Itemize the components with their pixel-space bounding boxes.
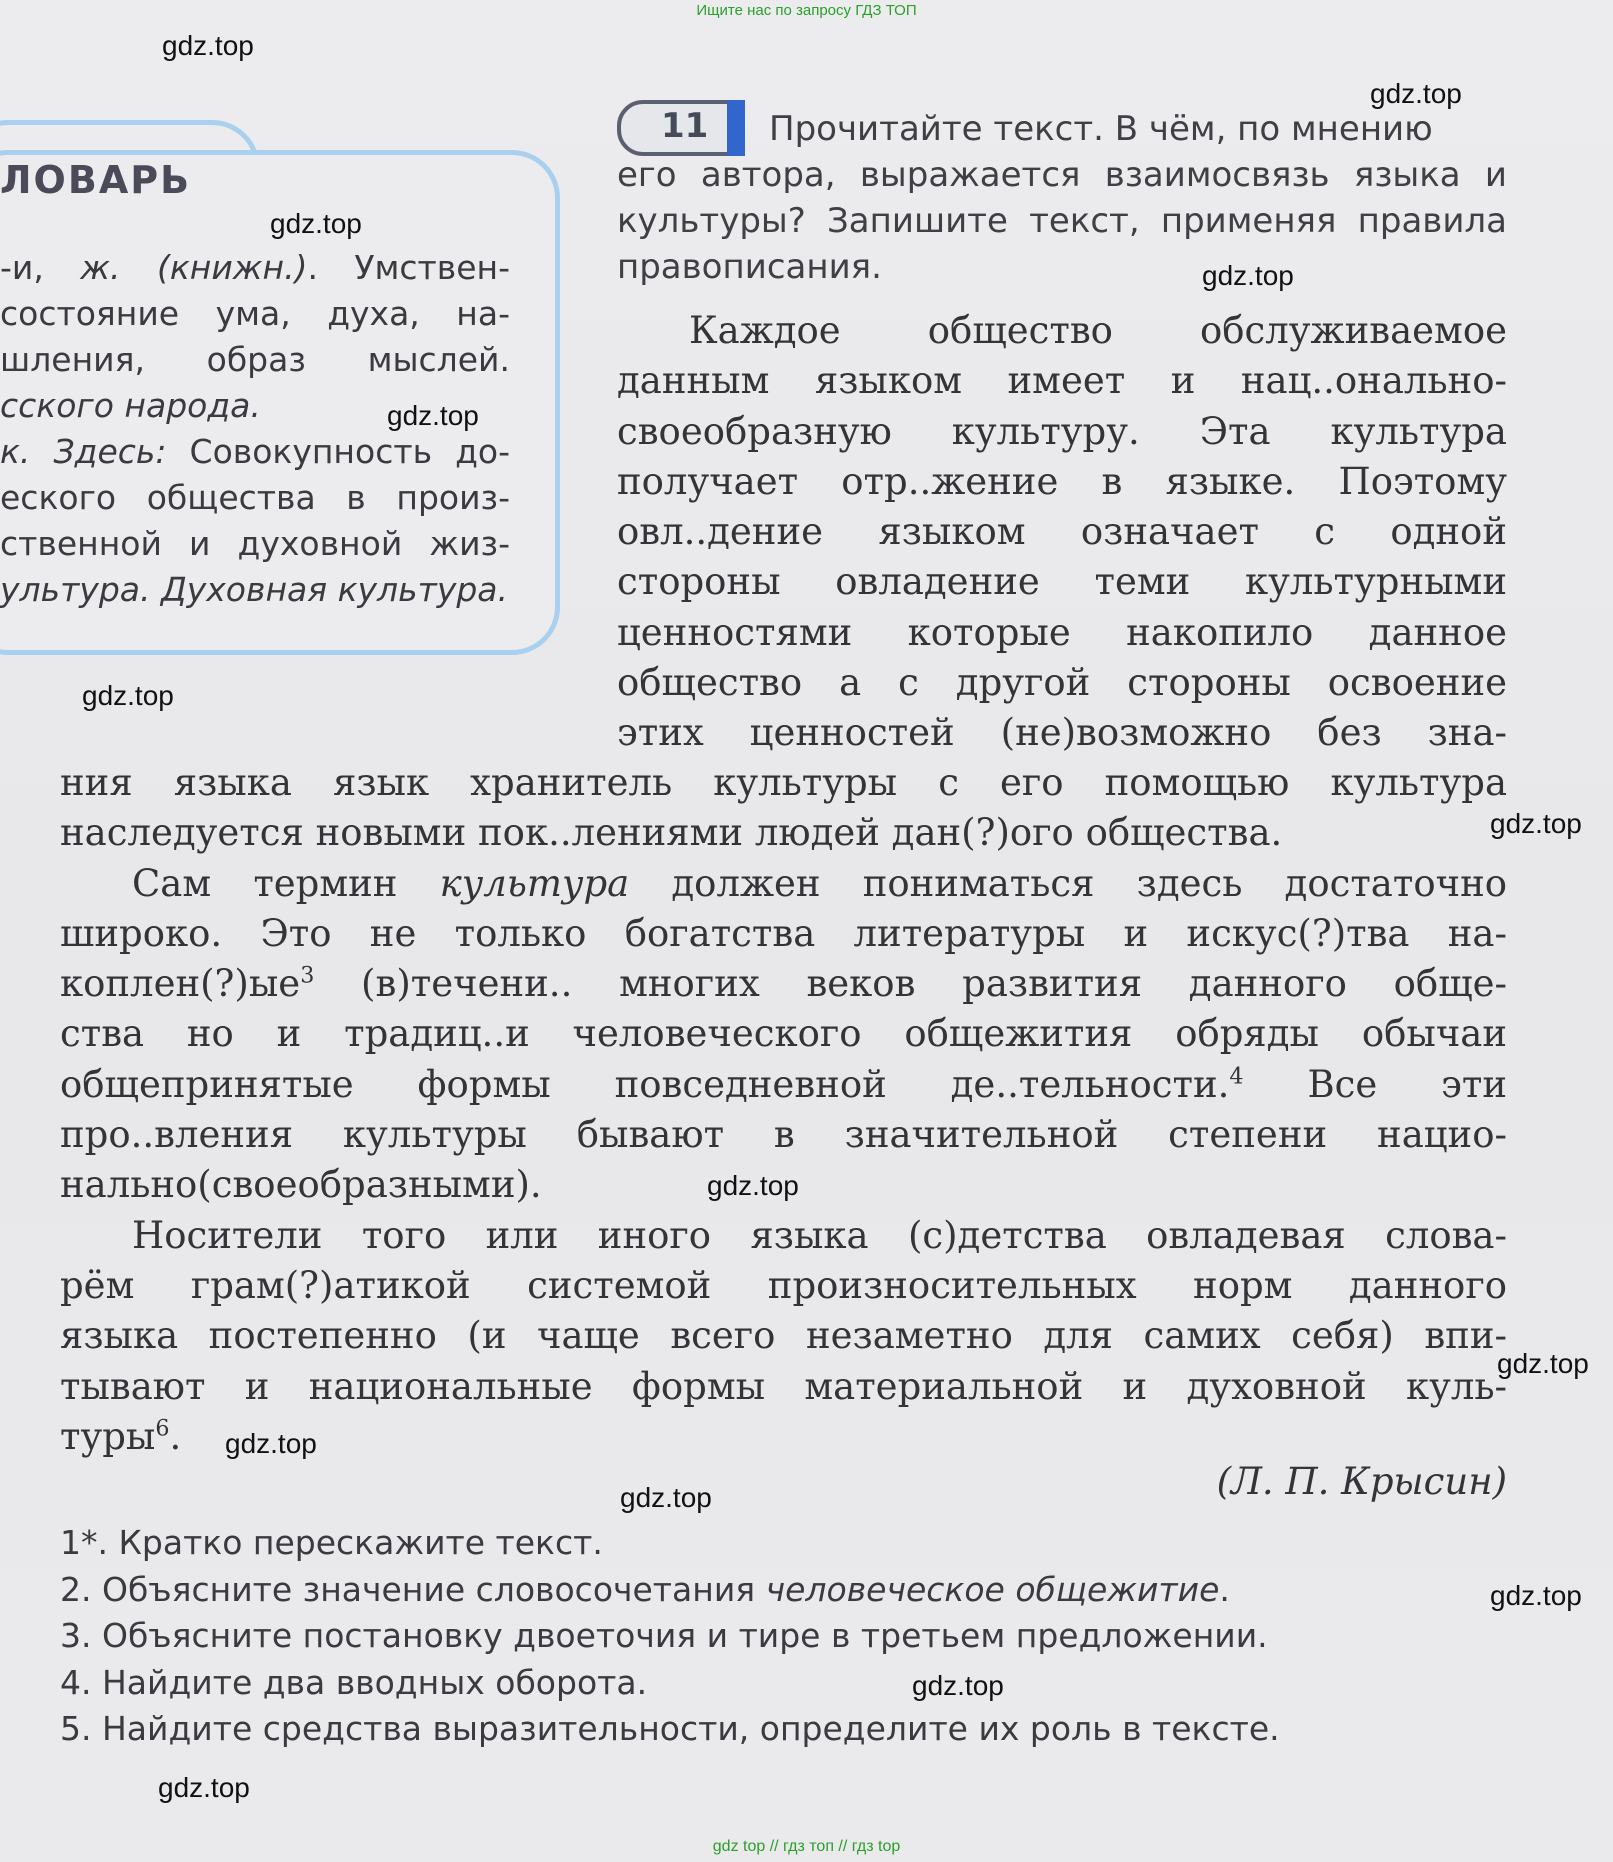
task-number: 11 <box>661 106 709 146</box>
task-line: культуры? Запишите текст, применяя правила <box>617 201 1507 241</box>
text-line: широко. Это не только богатства литературы и искус(?)тва на- <box>60 911 1507 955</box>
questions-list <box>60 1520 1510 1753</box>
dictionary-line: ультура. Духовная культура. <box>0 570 509 609</box>
author-attribution: (Л. П. Крысин) <box>1216 1460 1507 1503</box>
dictionary-line: -и, ж. (книжн.). Умствен- <box>0 248 510 287</box>
watermark: gdz.top <box>1370 78 1462 109</box>
watermark: gdz.top <box>82 680 174 711</box>
top-banner[interactable]: Ищите нас по запросу ГДЗ ТОП <box>696 2 917 19</box>
question-item: 3. Объясните постановку двоеточия и тире в третьем предложении. <box>60 1616 1268 1655</box>
text-line: Каждое общество обслуживаемое <box>689 309 1507 352</box>
text-line: своеобразную культуру. Эта культура <box>617 409 1507 453</box>
text-line: ния языка язык хранитель культуры с его помощью культура <box>60 761 1507 804</box>
text-line: наследуется новыми пок..лениями людей дан(?)ого общества. <box>60 811 1283 855</box>
text-line: общепринятые формы повседневной де..тельности.$^4$ Все эти <box>60 1062 1507 1106</box>
question-item: 1*. Кратко перескажите текст. <box>60 1523 603 1562</box>
text-line: тывают и национальные формы материальной и духовной куль- <box>60 1364 1507 1408</box>
task-line: Прочитайте текст. В чём, по мнению <box>769 109 1433 149</box>
watermark: gdz.top <box>1202 260 1294 291</box>
dictionary-line: к. Здесь: Совокупность до- <box>0 432 510 471</box>
text-line: Сам термин культура должен пониматься здесь достаточно <box>132 861 1508 905</box>
text-line: Носители того или иного языка (с)детства овладевая слова- <box>132 1213 1507 1257</box>
text-line: про..вления культуры бывают в значительной степени нацио- <box>60 1113 1507 1157</box>
text-full-width <box>60 758 1507 1462</box>
dictionary-line: шления, образ мыслей. <box>0 340 510 379</box>
watermark: gdz.top <box>1490 1580 1582 1611</box>
text-line: ства но и традиц..и человеческого общежития обряды обычаи <box>60 1012 1507 1056</box>
text-line: $коплен(?)ые^3$ (в)течени.. многих веков развития данного обще- <box>60 962 1507 1006</box>
watermark: gdz.top <box>225 1428 317 1459</box>
watermark: gdz.top <box>1497 1348 1589 1379</box>
bottom-banner[interactable]: gdz top // гдз топ // гдз top <box>712 1838 901 1855</box>
text-line: стороны овладение теми культурными <box>617 560 1507 604</box>
question-item: 5. Найдите средства выразительности, определите их роль в тексте. <box>60 1709 1280 1748</box>
watermark: gdz.top <box>270 208 362 239</box>
question-item: 2. Объясните значение словосочетания человеческое общежитие. <box>60 1569 1230 1609</box>
task-instructions <box>617 106 1507 290</box>
task-line: его автора, выражается взаимосвязь языка и <box>617 155 1507 195</box>
text-line: нально(своеобразными). <box>60 1163 542 1207</box>
text-line: этих ценностей (не)возможно без зна- <box>617 711 1507 755</box>
watermark: gdz.top <box>1490 808 1582 839</box>
watermark: gdz.top <box>707 1170 799 1201</box>
question-item: 4. Найдите два вводных оборота. <box>60 1662 648 1702</box>
dictionary-line: состояние ума, духа, на- <box>0 294 510 333</box>
dictionary-line: еского общества в произ- <box>0 478 510 517</box>
watermark: gdz.top <box>620 1482 712 1513</box>
text-line: получает отр..жение в языке. Поэтому <box>617 459 1507 503</box>
dictionary-line: ственной и духовной жиз- <box>0 524 510 563</box>
dictionary-title: ЛОВАРЬ <box>0 158 192 202</box>
text-line: данным языком имеет и нац..онально- <box>617 359 1507 403</box>
watermark: gdz.top <box>912 1670 1004 1701</box>
watermark: gdz.top <box>158 1772 250 1803</box>
text-line: туры$^6$. <box>60 1414 182 1458</box>
text-right-column <box>617 306 1507 759</box>
text-line: общество а с другой стороны освоение <box>617 661 1507 705</box>
text-line: рём грам(?)атикой системой произносительных норм данного <box>60 1263 1507 1307</box>
text-line: языка постепенно (и чаще всего незаметно для самих себя) впи- <box>60 1314 1507 1358</box>
task-line: правописания. <box>617 247 882 287</box>
text-line: овл..дение языком означает с одной <box>617 510 1507 554</box>
text-line: ценностями которые накопило данное <box>617 610 1507 654</box>
dictionary-line: сского народа. <box>0 386 261 425</box>
watermark: gdz.top <box>162 30 254 61</box>
watermark: gdz.top <box>387 400 479 431</box>
